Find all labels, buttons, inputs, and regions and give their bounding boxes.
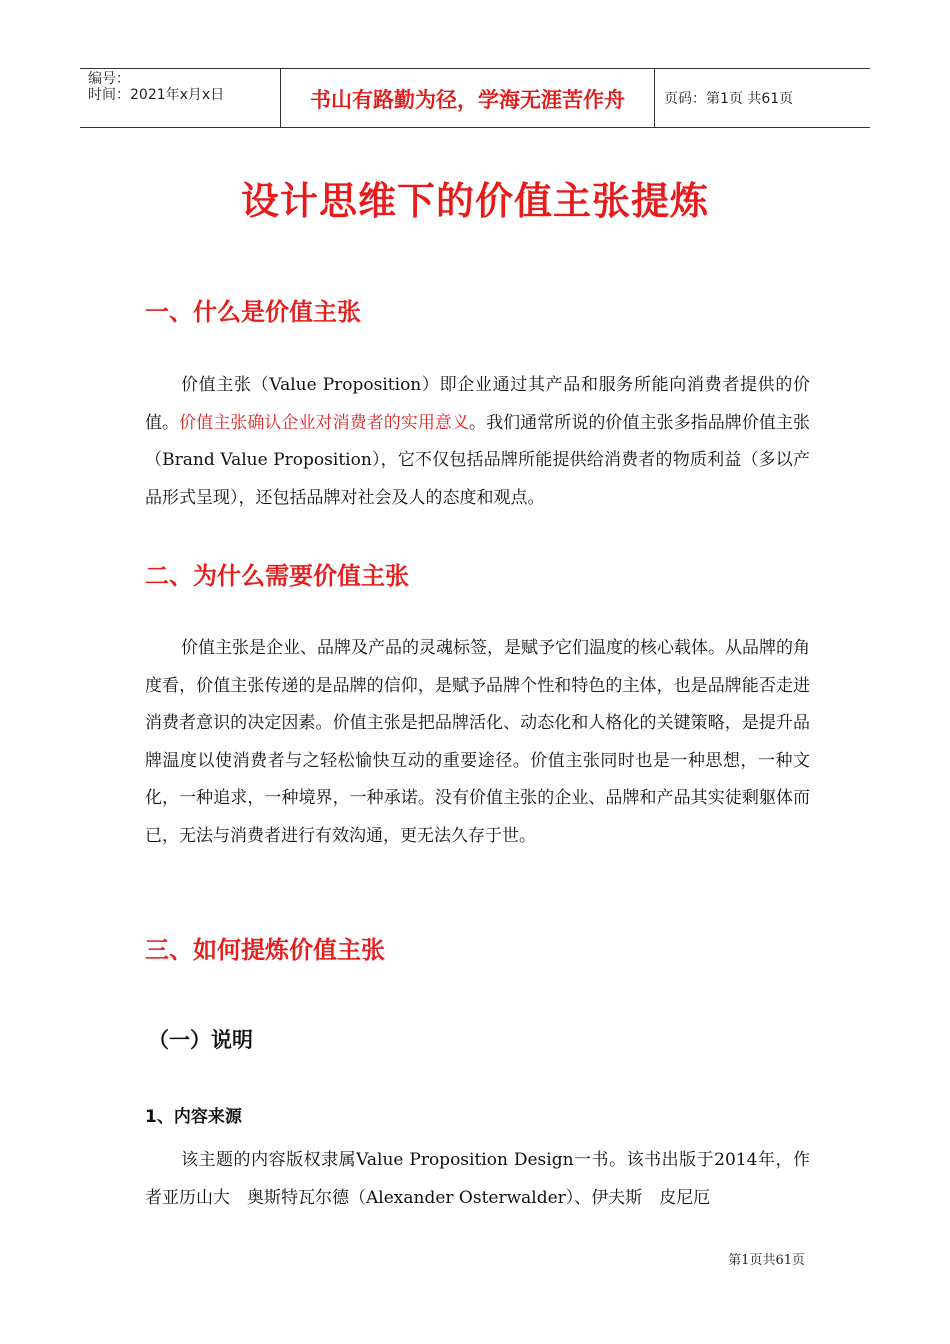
header-table	[80, 68, 870, 128]
document-number-label: 编号：	[88, 71, 130, 87]
section-1-heading: 一、什么是价值主张	[145, 298, 361, 326]
section-1-highlight: 价值主张确认企业对消费者的实用意义	[179, 412, 470, 433]
section-3-subheading: （一）说明	[148, 1028, 253, 1052]
header-page-number: 页码：第1页 共61页	[664, 91, 794, 107]
section-1-text-a: 价值主张（Value Proposition）即企业通过其产品和服务所能向消费者提供的价值。	[145, 375, 810, 433]
section-3-paragraph: 该主题的内容版权隶属Value Proposition Design一书。该书出版于2014年，作者亚历山大 奥斯特瓦尔德（Alexander Osterwalder）、伊夫斯 皮尼厄	[145, 1150, 810, 1208]
section-3-item-heading: 1、内容来源	[145, 1107, 242, 1127]
section-1-paragraph	[145, 367, 810, 517]
document-title: 设计思维下的价值主张提炼	[240, 179, 709, 223]
document-date-label: 时间：2021年x月x日	[88, 87, 225, 103]
section-3-heading: 三、如何提炼价值主张	[145, 936, 385, 964]
section-2-paragraph: 价值主张是企业、品牌及产品的灵魂标签，是赋予它们温度的核心载体。从品牌的角度看，价值主张传递的是品牌的信仰，是赋予品牌个性和特色的主体，也是品牌能否走进消费者意识的决定因素。价值主张是把品牌活化、动态化和人格化的关键策略，是提升品牌温度以使消费者与之轻松愉快互动的重要途径。价值主张同时也是一种思想，一种文化，一种追求，一种境界，一种承诺。没有价值主张的企业、品牌和产品其实徒剩躯体而已，无法与消费者进行有效沟通，更无法久存于世。	[145, 638, 810, 846]
header-meta	[80, 69, 281, 127]
section-1-text-b: 。我们通常所说的价值主张多指品牌价值主张（Brand Value Proposition），它不仅包括品牌所能提供给消费者的物质利益（多以产品形式呈现），还包括品牌对社会及人的态度和观点。	[145, 412, 811, 508]
page-footer: 第1页共61页	[728, 1253, 805, 1268]
section-2-heading: 二、为什么需要价值主张	[145, 562, 409, 590]
header-motto: 书山有路勤为径，学海无涯苦作舟	[281, 69, 655, 127]
